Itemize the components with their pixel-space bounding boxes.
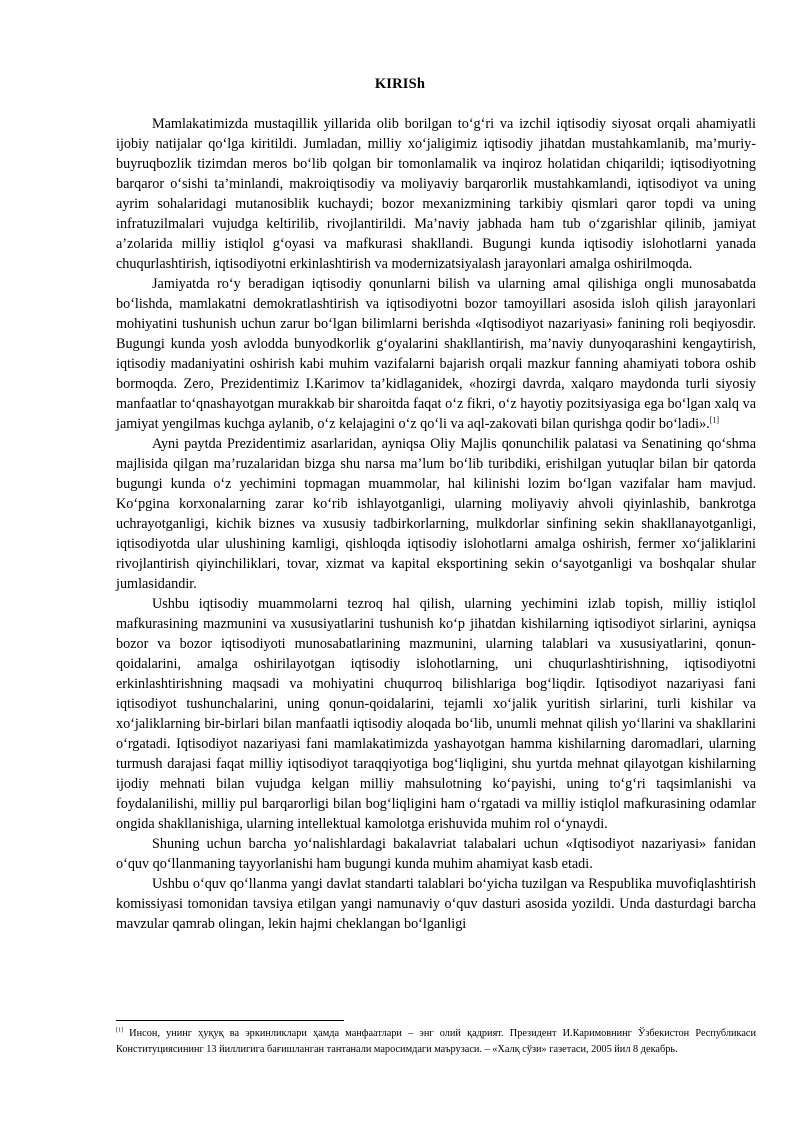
footnote-text: Инсон, унинг ҳуқуқ ва эркинликлари ҳамда манфаатлари – энг олий қадрият. Президент И.Каримовнинг Ўзбекистон Республикаси Конституциясининг 13 йиллигига бағишланган тантанали маросимдаги маърузаси. – «Халқ сўзи» газетаси, 2005 йил 8 декабрь. — [116, 1028, 756, 1055]
page-heading: KIRISh — [374, 76, 426, 92]
paragraph-1: Mamlakatimizda mustaqillik yillarida olib borilgan to‘g‘ri va izchil iqtisodiy siyosat orqali ahamiyatli ijobiy natijalar qo‘lga kiritildi. Jumladan, milliy xo‘jaligimiz iqtisodiy jihatdan mustahkamlanib, ma’muriy-buyruqbozlik tizimdan meros bo‘lib qolgan bir tomonlamalik va inqiroz holatidan chiqarildi; iqtisodiyotning barqaror o‘sishi ta’minlandi, makroiqtisodiy va moliyaviy barqarorlik mustahkamlandi, iqtisodiyot va uning ayrim sohalaridagi mutanosiblik kuchaydi; bozor mexanizmining tarkibiy qismlari qaror topdi va uning infratuzilmalari vujudga keltirilib, rivojlantirildi. Ma’naviy jabhada ham tub o‘zgarishlar qilinib, jamiyat a’zolarida milliy istiqlol g‘oyasi va mafkurasi shakllandi. Bugungi kunda iqtisodiy islohotlarni yanada chuqurlashtirish, iqtisodiyotni erkinlashtirish va modernizatsiyalash jarayonlari amalga oshirilmoqda. — [116, 116, 756, 272]
paragraph-2 — [116, 274, 756, 434]
footnote-marker[interactable]: [1] — [709, 415, 720, 425]
paragraph-5: Shuning uchun barcha yo‘nalishlardagi bakalavriat talabalari uchun «Iqtisodiyot nazariyasi» fanidan o‘quv qo‘llanmaning tayyorlanishi ham bugungi kunda muhim ahamiyat kasb etadi. — [116, 836, 756, 872]
footnote — [116, 1026, 756, 1058]
footnote-separator — [116, 1020, 344, 1021]
paragraph-4: Ushbu iqtisodiy muammolarni tezroq hal qilish, ularning yechimini izlab topish, milliy istiqlol mafkurasining mazmunini va xususiyatlarini tushunish ko‘p jihatdan kishilarning iqtisodiyot sirlarini, ayniqsa bozor va bozor iqtisodiyoti munosabatlarining mazmunini, ularning talablari va xususiyatlarini, qonun-qoidalarini, amalga oshirilayotgan iqtisodiy islohotlarning, uni chuqurlashtirishning, iqtisodiyotni erkinlashtirishning maqsadi va mohiyatini chuqurroq bilishlariga bog‘liqdir. Iqtisodiyot nazariyasi fani iqtisodiyot tushunchalarini, uning qonun-qoidalarini, tejamli xo‘jalik yuritish sirlarini, turli kishilar va xo‘jaliklarning bir-birlari bilan manfaatli iqtisodiy aloqada bo‘lib, unumli mehnat qilish yo‘llarini va shakllarini o‘rgatadi. Iqtisodiyot nazariyasi fani mamlakatimizda yashayotgan hamma kishilarning daromadlari, ularning turmush darajasi faqat milliy iqtisodiyot taraqqiyotiga bog‘liqligini, shu yurtda mehnat qilayotgan kishilarning ijodiy mehnati bilan vujudga kelgan milliy mahsulotning ko‘payishi, uning to‘g‘ri taqsimlanishi va foydalanilishi, milliy pul barqarorligi bilan bog‘liqligini ham o‘rgatadi va milliy istiqlol mafkurasining odamlar ongida shakllanishiga, ularning intellektual kamolotga erishuvida muhim rol o‘ynaydi. — [116, 596, 756, 832]
body-text — [116, 114, 756, 934]
footnote-number: [1] — [116, 1027, 123, 1034]
paragraph-6: Ushbu o‘quv qo‘llanma yangi davlat standarti talablari bo‘yicha tuzilgan va Respublika muvofiqlashtirish komissiyasi tomonidan tavsiya etilgan yangi namunaviy o‘quv dasturi asosida yozildi. Unda dasturdagi barcha mavzular qamrab olingan, lekin hajmi cheklangan bo‘lganligi — [116, 876, 756, 932]
paragraph-2-text: Jamiyatda ro‘y beradigan iqtisodiy qonunlarni bilish va ularning amal qilishiga ongli munosabatda bo‘lishda, mamlakatni demokratlashtirish va iqtisodiyotni bozor tamoyillari asosida isloh qilish jarayonlari mohiyatini tushunish uchun zarur bo‘lgan bilimlarni berishda «Iqtisodiyot nazariyasi» fanining roli beqiyosdir. Bugungi kunda yosh avlodda bunyodkorlik g‘oyalarini shakllantirish, ma’naviy dunyoqarashini kengaytirish, iqtisodiy madaniyatini oshirish kabi muhim vazifalarni bajarish orqali mazkur fanning ahamiyati tobora oshib bormoqda. Zero, Prezidentimiz I.Karimov ta’kidlaganidek, «hozirgi davrda, xalqaro maydonda turli siyosiy manfaatlar to‘qnashayotgan murakkab bir sharoitda faqat o‘z fikri, o‘z hayotiy pozitsiyasiga ega bo‘lgan xalq va jamiyat yengilmas kuchga aylanib, o‘z kelajagini o‘z qo‘li va aql-zakovati bilan qurishga qodir bo‘ladi». — [116, 276, 756, 432]
paragraph-3: Ayni paytda Prezidentimiz asarlaridan, ayniqsa Oliy Majlis qonunchilik palatasi va Senatining qo‘shma majlisida qilgan ma’ruzalaridan bizga shu narsa ma’lum bo‘lib turibdiki, erishilgan yutuqlar bilan bir qatorda bugungi kunda o‘z yechimini topmagan muammolar, hal kilinishi lozim bo‘lgan vazifalar ham mavjud. Ko‘pgina korxonalarning zarar ko‘rib ishlayotganligi, ularning moliyaviy ahvoli qiyinlashib, bankrotga uchrayotganligi, kichik biznes va xususiy tadbirkorlarning, mulkdorlar sinfining sekin shakllanayotganligi, iqtisodiyotda ular ulushining kamligi, qishloqda iqtisodiy islohotlarni amalga oshirish, fermer xo‘jaliklarini rivojlantirish qiyinchiliklari, tovar, xizmat va kapital eksportining sekin o‘sayotganligi va boshqalar shular jumlasidandir. — [116, 436, 756, 592]
